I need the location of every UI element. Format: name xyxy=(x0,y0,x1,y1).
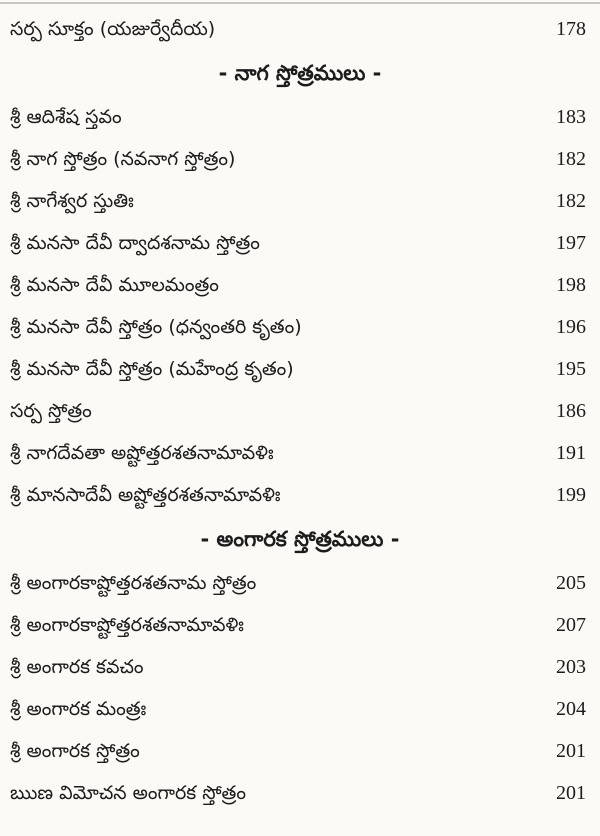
toc-entry xyxy=(0,306,600,348)
toc-entry xyxy=(0,138,600,180)
toc-entry xyxy=(0,562,600,604)
entry-page-number: 199 xyxy=(556,484,586,506)
toc-entry xyxy=(0,432,600,474)
toc-entry xyxy=(0,264,600,306)
entry-page-number: 191 xyxy=(556,442,586,464)
entry-title: సర్ప సూక్తం (యజుర్వేదీయ) xyxy=(10,18,216,40)
entry-page-number: 183 xyxy=(556,106,586,128)
entry-title: శ్రీ నాగేశ్వర స్తుతిః xyxy=(10,190,134,212)
toc-entry xyxy=(0,180,600,222)
entry-page-number: 195 xyxy=(556,358,586,380)
entry-title: శ్రీ అంగారక స్తోత్రం xyxy=(10,740,140,762)
entry-title: శ్రీ మనసా దేవీ స్తోత్రం (మహేంద్ర కృతం) xyxy=(10,358,294,380)
entry-title: శ్రీ మానసాదేవీ అష్టోత్తరశతనామావళిః xyxy=(10,484,281,506)
entry-page-number: 178 xyxy=(556,18,586,40)
entry-title: శ్రీ నాగదేవతా అష్టోత్తరశతనామావళిః xyxy=(10,442,274,464)
toc-entry xyxy=(0,96,600,138)
entry-page-number: 207 xyxy=(556,614,586,636)
section-heading-angaraka: - అంగారక స్తోత్రములు - xyxy=(200,527,400,551)
entry-page-number: 198 xyxy=(556,274,586,296)
entry-title: శ్రీ అంగారక మంత్రః xyxy=(10,698,147,720)
toc-entry xyxy=(0,8,600,50)
entry-page-number: 186 xyxy=(556,400,586,422)
entry-page-number: 205 xyxy=(556,572,586,594)
toc-entry xyxy=(0,730,600,772)
toc-entry xyxy=(0,348,600,390)
entry-title: శ్రీ మనసా దేవీ స్తోత్రం (ధన్వంతరి కృతం) xyxy=(10,316,302,338)
toc-entry xyxy=(0,646,600,688)
entry-title: శ్రీ నాగ స్తోత్రం (నవనాగ స్తోత్రం) xyxy=(10,148,236,170)
entry-title: శ్రీ అంగారకాష్టోత్తరశతనామావళిః xyxy=(10,614,244,636)
entry-title: శ్రీ అంగారకాష్టోత్తరశతనామ స్తోత్రం xyxy=(10,572,257,594)
entry-page-number: 182 xyxy=(556,190,586,212)
entry-page-number: 197 xyxy=(556,232,586,254)
entry-page-number: 204 xyxy=(556,698,586,720)
table-of-contents xyxy=(0,8,600,814)
top-rule xyxy=(0,2,600,4)
entry-title: శ్రీ అంగారక కవచం xyxy=(10,656,144,678)
entry-title: శ్రీ ఆదిశేష స్తవం xyxy=(10,106,122,128)
toc-entry xyxy=(0,688,600,730)
toc-entry xyxy=(0,474,600,516)
entry-title: ఋణ విమోచన అంగారక స్తోత్రం xyxy=(10,782,246,804)
toc-entry xyxy=(0,604,600,646)
toc-entry xyxy=(0,772,600,814)
entry-page-number: 201 xyxy=(556,782,586,804)
entry-title: శ్రీ మనసా దేవీ ద్వాదశనామ స్తోత్రం xyxy=(10,232,260,254)
entry-page-number: 182 xyxy=(556,148,586,170)
entry-title: సర్ప స్తోత్రం xyxy=(10,400,92,422)
entry-page-number: 203 xyxy=(556,656,586,678)
entry-title: శ్రీ మనసా దేవీ మూలమంత్రం xyxy=(10,274,219,296)
entry-page-number: 196 xyxy=(556,316,586,338)
toc-entry xyxy=(0,222,600,264)
entry-page-number: 201 xyxy=(556,740,586,762)
toc-entry xyxy=(0,390,600,432)
section-heading-naga: - నాగ స్తోత్రములు - xyxy=(218,61,382,85)
